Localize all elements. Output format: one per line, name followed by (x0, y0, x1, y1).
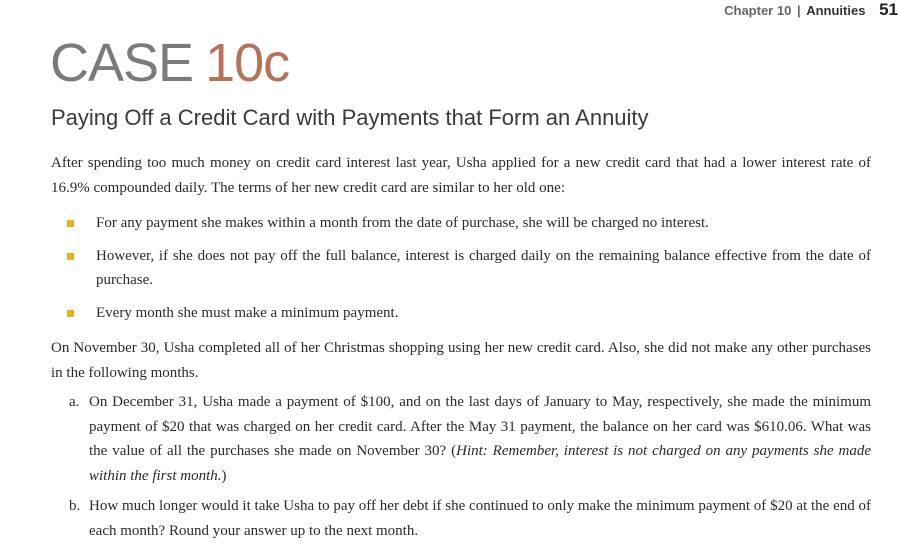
running-head-title: Annuities (806, 3, 866, 18)
question-a-body: On December 31, Usha made a payment of $100, and on the last days of January to May, respectively, she made the minimum payment of $20 that was charged on her credit card. After the May 31 payment, the balance on her card was $610.06. What was the value of all the purchases she made on November 30? ( (89, 394, 871, 459)
question-b (0, 494, 898, 543)
bullet-text: Every month she must make a minimum payment. (96, 304, 399, 321)
question-label: b. (69, 498, 81, 514)
intro-paragraph: After spending too much money on credit card interest last year, Usha applied for a new credit card that had a lower interest rate of 16.9% compounded daily. The terms of her new credit card are similar to her old one: (51, 155, 871, 196)
question-a-close: ) (221, 467, 227, 484)
bullet-text: For any payment she makes within a month from the date of purchase, she will be charged no interest. (96, 215, 709, 231)
running-head (724, 0, 898, 18)
question-list (0, 390, 898, 543)
case-heading (50, 33, 289, 93)
case-label: CASE (50, 33, 194, 93)
square-bullet-icon (67, 310, 74, 317)
bullet-item (0, 211, 898, 236)
case-number: 10c (205, 33, 290, 93)
question-text (89, 390, 871, 488)
square-bullet-icon (67, 253, 74, 260)
bullet-item (0, 301, 898, 326)
bullet-item (0, 244, 898, 293)
question-a (0, 390, 898, 488)
page-number: 51 (879, 0, 898, 19)
bullet-text: However, if she does not pay off the full balance, interest is charged daily on the remaining balance effective from the date of purchase. (96, 247, 871, 288)
second-paragraph: On November 30, Usha completed all of her Christmas shopping using her new credit card. Also, she did not make any other purchases in the following months. (51, 340, 871, 381)
case-title: Paying Off a Credit Card with Payments that Form an Annuity (51, 105, 649, 130)
bullet-list (0, 211, 898, 325)
square-bullet-icon (67, 220, 74, 227)
running-head-separator: | (796, 3, 801, 18)
question-text: How much longer would it take Usha to pay off her debt if she continued to only make the minimum payment of $20 at the end of each month? Round your answer up to the next month. (89, 498, 871, 539)
question-a-hint: Hint: Remember, interest is not charged on any payments she made within the first month. (89, 443, 871, 484)
running-head-chapter: Chapter 10 (724, 3, 792, 18)
question-label: a. (69, 394, 80, 410)
